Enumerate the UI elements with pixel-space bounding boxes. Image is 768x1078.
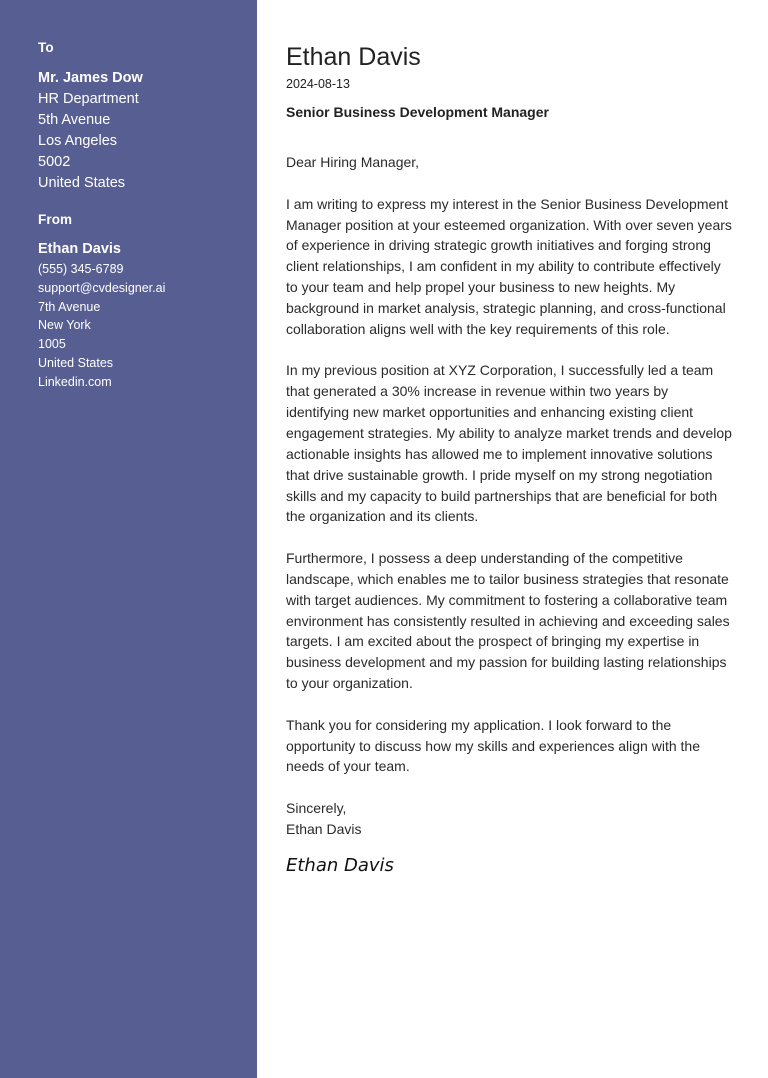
recipient-country: United States <box>38 175 126 191</box>
sender-postcode: 1005 <box>38 337 66 352</box>
recipient-city: Los Angeles <box>38 133 118 149</box>
sender-country: United States <box>38 355 114 370</box>
sidebar <box>0 0 257 1078</box>
sender-linkedin: Linkedin.com <box>38 374 112 389</box>
to-heading: To <box>38 40 54 55</box>
closing: Sincerely, <box>286 800 347 817</box>
paragraph-2: In my previous position at XYZ Corporation, I successfully led a team that generated a 30% increase in revenue within two years by identifying new market opportunities and enhancing existing client engagement strategies. My ability to analyze market trends and develop actionable insights has allowed me to implement innovative solutions that drive sustainable growth. I pride myself on my strong negotiation skills and my capacity to build partnerships that are beneficial for both the organization and its clients. <box>286 362 732 525</box>
job-title: Senior Business Development Manager <box>286 104 549 120</box>
closing-name: Ethan Davis <box>286 821 362 837</box>
signature-text: Ethan Davis <box>286 855 394 876</box>
sender-email: support@cvdesigner.ai <box>38 280 166 295</box>
signature <box>286 851 446 881</box>
applicant-name: Ethan Davis <box>286 43 421 71</box>
sender-city: New York <box>38 318 91 333</box>
sender-street: 7th Avenue <box>38 299 101 314</box>
closing-block <box>286 798 734 840</box>
paragraph-3: Furthermore, I possess a deep understanding of the competitive landscape, which enables me to tailor business strategies that resonate with target audiences. My commitment to fostering a collaborative team environment has consistently resulted in achieving and exceeding sales targets. I am excited about the prospect of bringing my expertise in business development and my passion for building lasting relationships to your organization. <box>286 550 730 692</box>
sender-name: Ethan Davis <box>38 241 121 257</box>
sender-section <box>38 212 248 392</box>
salutation: Dear Hiring Manager, <box>286 154 420 170</box>
recipient-section <box>38 40 248 194</box>
from-heading: From <box>38 212 73 227</box>
recipient-name: Mr. James Dow <box>38 70 143 86</box>
signature-image <box>286 851 446 881</box>
paragraph-1: I am writing to express my interest in the Senior Business Development Manager position at your esteemed organization. With over seven years of experience in driving strategic growth initiatives and forging strong client relationships, I am confident in my ability to contribute effectively to your team and help propel your business to new heights. My background in market analysis, strategic planning, and cross-functional collaboration aligns well with the key requirements of this role. <box>286 195 732 337</box>
recipient-street: 5th Avenue <box>38 112 111 128</box>
letter-date: 2024-08-13 <box>286 77 350 91</box>
paragraph-4: Thank you for considering my application. I look forward to the opportunity to discuss how my skills and experiences align with the needs of your team. <box>286 716 700 775</box>
recipient-postcode: 5002 <box>38 154 71 170</box>
letter-content <box>286 152 734 840</box>
recipient-department: HR Department <box>38 91 139 107</box>
sender-phone: (555) 345-6789 <box>38 262 124 276</box>
